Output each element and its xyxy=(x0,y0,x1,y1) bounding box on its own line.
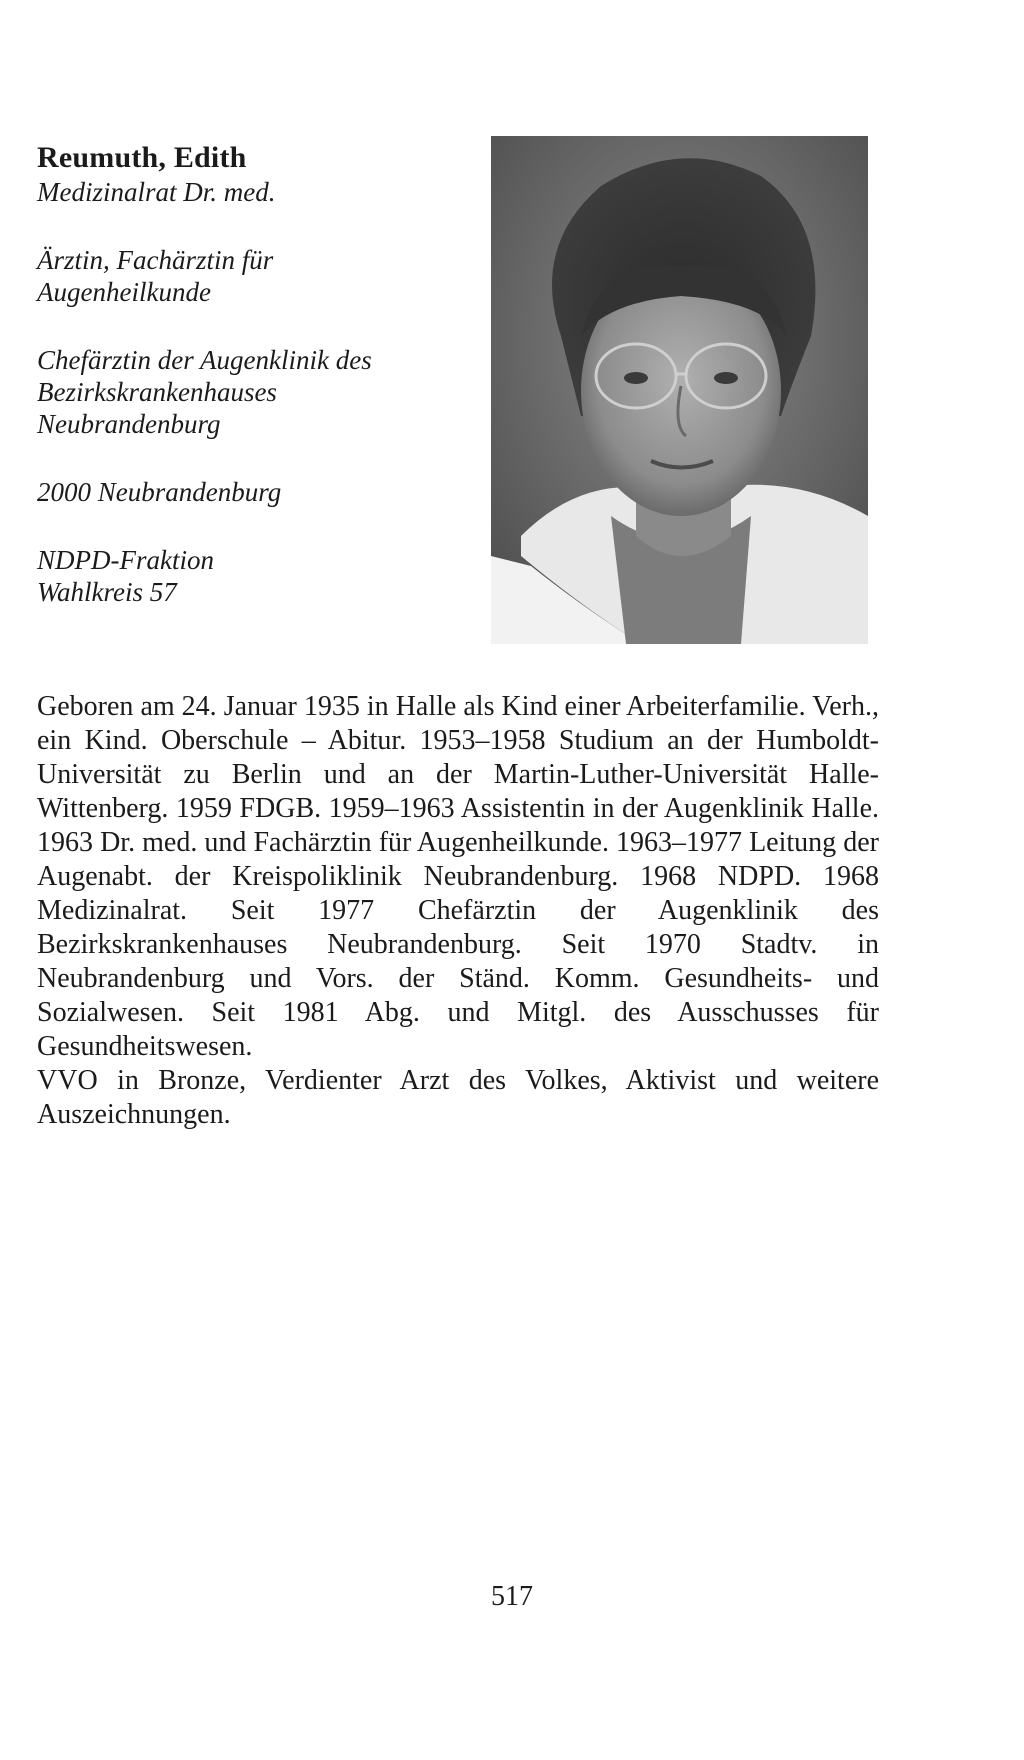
page-number: 517 xyxy=(491,1581,533,1612)
position-line-2: Bezirkskrankenhauses xyxy=(37,377,277,407)
entry-header xyxy=(37,140,457,608)
awards-paragraph: VVO in Bronze, Verdienter Arzt des Volkes, Aktivist und weitere Auszeichnungen. xyxy=(37,1065,879,1130)
address: 2000 Neubrandenburg xyxy=(37,477,282,507)
constituency: Wahlkreis 57 xyxy=(37,577,177,607)
profession-line-2: Augenheilkunde xyxy=(37,277,211,307)
position-line-1: Chefärztin der Augenklinik des xyxy=(37,345,372,375)
position-line-3: Neubrandenburg xyxy=(37,409,221,439)
person-title: Medizinalrat Dr. med. xyxy=(37,177,276,207)
portrait-photo-icon xyxy=(491,136,868,644)
biography-paragraph: Geboren am 24. Januar 1935 in Halle als Kind einer Arbeiterfamilie. Verh., ein Kind. Oberschule – Abitur. 1953–1958 Studium an der Humboldt-Universität zu Berlin und an der Martin-Luther-Universität Halle-Wittenberg. 1959 FDGB. 1959–1963 Assistentin in der Augenklinik Halle. 1963 Dr. med. und Fachärztin für Augenheilkunde. 1963–1977 Leitung der Augenabt. der Kreispoliklinik Neubrandenburg. 1968 NDPD. 1968 Medizinalrat. Seit 1977 Chefärztin der Augenklinik des Bezirkskrankenhauses Neubrandenburg. Seit 1970 Stadtv. in Neubrandenburg und Vors. der Ständ. Komm. Gesundheits- und Sozialwesen. Seit 1981 Abg. und Mitgl. des Ausschusses für Gesundheitswesen. xyxy=(37,691,879,1062)
biography xyxy=(37,690,879,1132)
portrait-photo xyxy=(491,136,868,644)
person-name: Reumuth, Edith xyxy=(37,141,247,174)
faction: NDPD-Fraktion xyxy=(37,545,214,575)
profession-line-1: Ärztin, Fachärztin für xyxy=(37,245,274,275)
